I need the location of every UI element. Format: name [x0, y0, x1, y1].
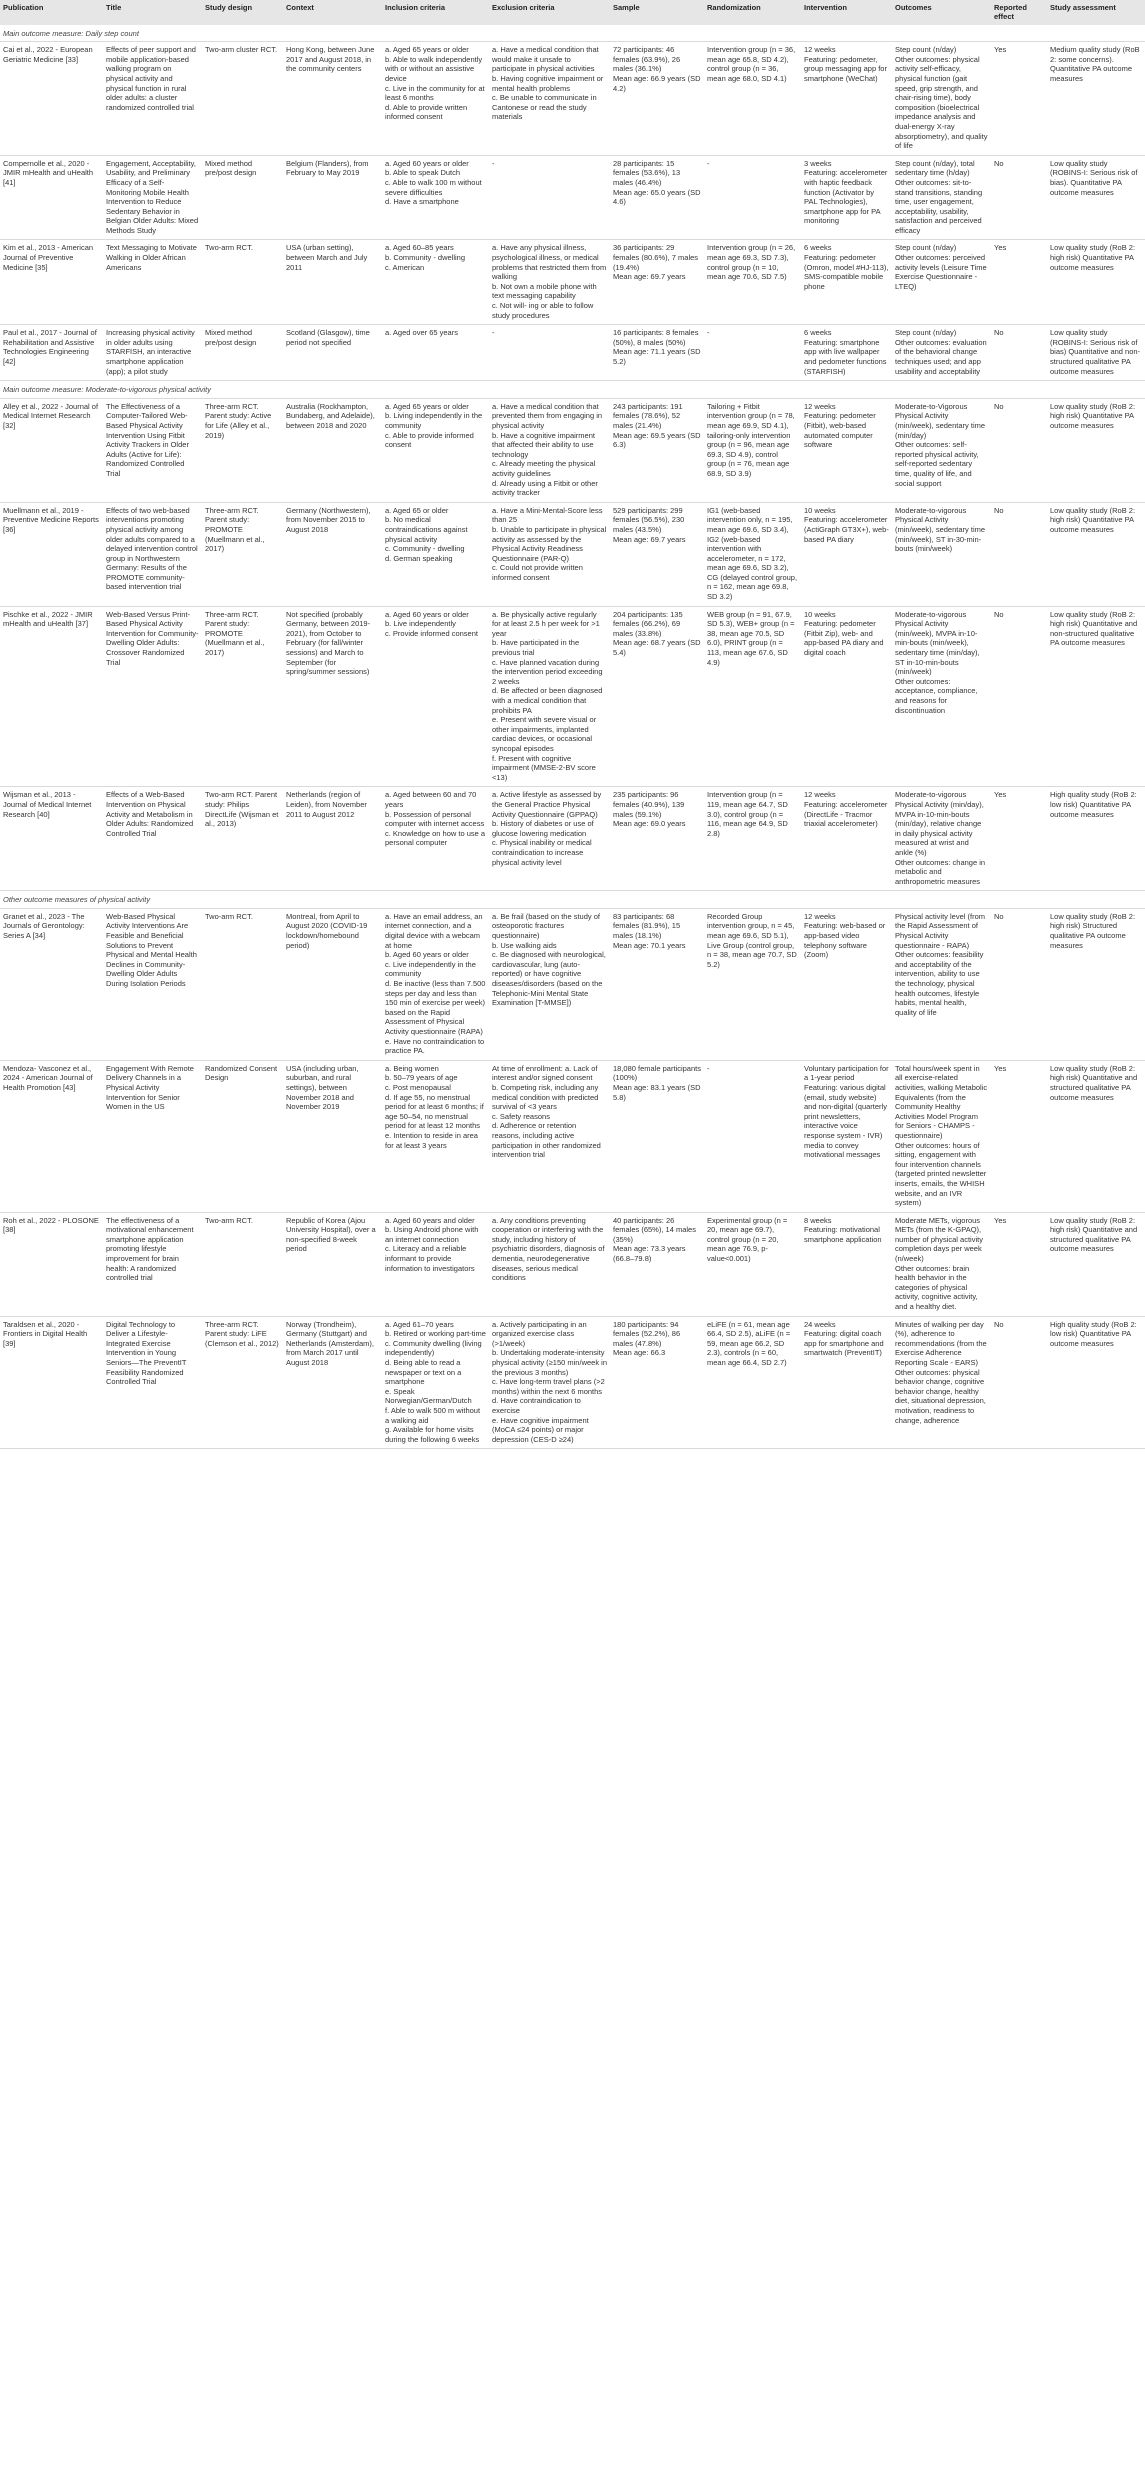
- cell-study-design: Mixed method pre/post design: [202, 155, 283, 240]
- col-header-title: Title: [103, 0, 202, 25]
- cell-study-design: Two-arm RCT.: [202, 240, 283, 325]
- cell-inclusion-criteria: a. Being women b. 50–79 years of age c. Post menopausal d. If age 55, no menstrual period for at least 6 months; if age 50–54, no menstrual period for at least 12 months e. Intention to reside in area for at least 3 years: [382, 1060, 489, 1212]
- cell-sample: 28 participants: 15 females (53.6%), 13 males (46.4%) Mean age: 65.0 years (SD 4.6): [610, 155, 704, 240]
- cell-exclusion-criteria: a. Have any physical illness, psychological illness, or medical problems that restricted them from walking b. Not own a mobile phone with text messaging capability c. Not will- ing or able to follow study procedures: [489, 240, 610, 325]
- cell-exclusion-criteria: -: [489, 325, 610, 381]
- cell-publication: Mendoza- Vasconez et al., 2024 - American Journal of Health Promotion [43]: [0, 1060, 103, 1212]
- section-heading-row: [0, 25, 1145, 42]
- cell-study-design: Mixed method pre/post design: [202, 325, 283, 381]
- cell-context: Australia (Rockhampton, Bundaberg, and Adelaide), between 2018 and 2020: [283, 398, 382, 502]
- cell-study-design: Three-arm RCT. Parent study: Active for Life (Alley et al., 2019): [202, 398, 283, 502]
- cell-publication: Paul et al., 2017 - Journal of Rehabilitation and Assistive Technologies Engineering [42]: [0, 325, 103, 381]
- cell-exclusion-criteria: a. Have a Mini-Mental-Score less than 25 b. Unable to participate in physical activity as assessed by the Physical Activity Readiness Questionnaire (PAR-Q) c. Could not provide written informed consent: [489, 502, 610, 606]
- table-row: [0, 1212, 1145, 1316]
- cell-randomization: Tailoring + Fitbit intervention group (n = 78, mean age 69.9, SD 4.1), tailoring-only intervention group (n = 96, mean age 69.3, SD 4.9), control group (n = 76, mean age 68.9, SD 3.9): [704, 398, 801, 502]
- cell-intervention: 6 weeks Featuring: pedometer (Omron, model #HJ-113), SMS-compatible mobile phone: [801, 240, 892, 325]
- cell-sample: 18,080 female participants (100%) Mean age: 83.1 years (SD 5.8): [610, 1060, 704, 1212]
- section-heading-row: [0, 381, 1145, 399]
- table-row: [0, 42, 1145, 156]
- cell-study-assessment: Low quality study (ROBINS-I: Serious risk of bias) Quantitative and non-structured qualitative PA outcome measures: [1047, 325, 1145, 381]
- cell-title: Effects of a Web-Based Intervention on Physical Activity and Metabolism in Older Adults: Randomized Controlled Trial: [103, 787, 202, 891]
- col-header-reported-effect: Reported effect: [991, 0, 1047, 25]
- cell-sample: 235 participants: 96 females (40.9%), 139 males (59.1%) Mean age: 69.0 years: [610, 787, 704, 891]
- section-heading: Main outcome measure: Daily step count: [0, 25, 1145, 42]
- cell-inclusion-criteria: a. Aged 60 years or older b. Able to speak Dutch c. Able to walk 100 m without severe difficulties d. Have a smartphone: [382, 155, 489, 240]
- cell-randomization: -: [704, 1060, 801, 1212]
- cell-context: Montreal, from April to August 2020 (COVID-19 lockdown/homebound period): [283, 908, 382, 1060]
- cell-context: USA (including urban, suburban, and rural settings), between November 2018 and November 2019: [283, 1060, 382, 1212]
- cell-intervention: 10 weeks Featuring: accelerometer (ActiGraph GT3X+), web-based PA diary: [801, 502, 892, 606]
- cell-study-design: Three-arm RCT. Parent study: PROMOTE (Muellmann et al., 2017): [202, 606, 283, 787]
- cell-publication: Roh et al., 2022 - PLOSONE [38]: [0, 1212, 103, 1316]
- cell-context: Hong Kong, between June 2017 and August 2018, in the community centers: [283, 42, 382, 156]
- table-body: [0, 25, 1145, 1449]
- cell-inclusion-criteria: a. Aged between 60 and 70 years b. Possession of personal computer with internet access c. Knowledge on how to use a personal computer: [382, 787, 489, 891]
- table-row: [0, 325, 1145, 381]
- cell-publication: Granet et al., 2023 - The Journals of Gerontology: Series A [34]: [0, 908, 103, 1060]
- cell-publication: Pischke et al., 2022 - JMIR mHealth and uHealth [37]: [0, 606, 103, 787]
- section-heading: Main outcome measure: Moderate-to-vigorous physical activity: [0, 381, 1145, 399]
- cell-outcomes: Minutes of walking per day (%), adherence to recommendations (from the Exercise Adherence Reporting Scale - EARS) Other outcomes: physical behavior change, cognitive behavior change, healthy diet, situational depression, motivation, readiness to change, adherence: [892, 1316, 991, 1449]
- cell-exclusion-criteria: a. Actively participating in an organized exercise class (>1/week) b. Undertaking moderate-intensity physical activity (≥150 min/week in the previous 3 months) c. Have long-term travel plans (>2 months) within the next 6 months d. Have contraindication to exercise e. Have cognitive impairment (MoCA ≤24 points) or major depression (CES-D ≥24): [489, 1316, 610, 1449]
- cell-study-design: Three-arm RCT. Parent study: PROMOTE (Muellmann et al., 2017): [202, 502, 283, 606]
- cell-exclusion-criteria: a. Be frail (based on the study of osteoporotic fractures questionnaire) b. Use walking aids c. Be diagnosed with neurological, cardiovascular, lung (auto-reported) or have cognitive diseases/disorders (based on the Telephonic-Mini Mental State Examination [T-MMSE]): [489, 908, 610, 1060]
- cell-title: The Effectiveness of a Computer-Tailored Web-Based Physical Activity Intervention Using Fitbit Activity Trackers in Older Adults (Active for Life): Randomized Controlled Trial: [103, 398, 202, 502]
- cell-inclusion-criteria: a. Aged 60 years and older b. Using Android phone with an internet connection c. Literacy and a reliable informant to provide information to investigators: [382, 1212, 489, 1316]
- cell-intervention: 3 weeks Featuring: accelerometer with haptic feedback function (Activator by PAL Technologies), smartphone app for PA monitoring: [801, 155, 892, 240]
- cell-reported-effect: No: [991, 908, 1047, 1060]
- cell-intervention: 12 weeks Featuring: pedometer (Fitbit), web-based automated computer software: [801, 398, 892, 502]
- cell-outcomes: Moderate-to-Vigorous Physical Activity (min/week), sedentary time (min/day) Other outcomes: self-reported physical activity, self-reported sedentary time, quality of life, and social support: [892, 398, 991, 502]
- cell-study-assessment: High quality study (RoB 2: low risk) Quantitative PA outcome measures: [1047, 1316, 1145, 1449]
- cell-title: Engagement, Acceptability, Usability, and Preliminary Efficacy of a Self-Monitoring Mobile Health Intervention to Reduce Sedentary Behavior in Belgian Older Adults: Mixed Methods Study: [103, 155, 202, 240]
- table-row: [0, 398, 1145, 502]
- cell-sample: 16 participants: 8 females (50%), 8 males (50%) Mean age: 71.1 years (SD 5.2): [610, 325, 704, 381]
- cell-context: Germany (Northwestern), from November 2015 to August 2018: [283, 502, 382, 606]
- cell-context: Norway (Trondheim), Germany (Stuttgart) and Netherlands (Amsterdam), from March 2017 until August 2018: [283, 1316, 382, 1449]
- table-header-row: [0, 0, 1145, 25]
- cell-title: The effectiveness of a motivational enhancement smartphone application promoting lifestyle improvement for brain health: A randomized controlled trial: [103, 1212, 202, 1316]
- cell-publication: Wijsman et al., 2013 - Journal of Medical Internet Research [40]: [0, 787, 103, 891]
- cell-study-design: Randomized Consent Design: [202, 1060, 283, 1212]
- cell-exclusion-criteria: At time of enrollment: a. Lack of interest and/or signed consent b. Competing risk, including any medical condition with predicted survival of <3 years c. Safety reasons d. Adherence or retention reasons, including active participation in other randomized intervention trial: [489, 1060, 610, 1212]
- cell-publication: Cai et al., 2022 - European Geriatric Medicine [33]: [0, 42, 103, 156]
- cell-outcomes: Step count (n/day) Other outcomes: perceived activity levels (Leisure Time Exercise Questionnaire - LTEQ): [892, 240, 991, 325]
- cell-exclusion-criteria: a. Any conditions preventing cooperation or interfering with the study, including history of psychiatric disorders, diagnosis of dementia, neurodegenerative diseases, serious medical conditions: [489, 1212, 610, 1316]
- col-header-randomization: Randomization: [704, 0, 801, 25]
- cell-outcomes: Step count (n/day), total sedentary time (h/day) Other outcomes: sit-to-stand transitions, standing time, user engagement, acceptability, usability, satisfaction and perceived efficacy: [892, 155, 991, 240]
- cell-title: Web-Based Physical Activity Interventions Are Feasible and Beneficial Solutions to Prevent Physical and Mental Health Declines in Community-Dwelling Older Adults During Isolation Periods: [103, 908, 202, 1060]
- cell-publication: Alley et al., 2022 - Journal of Medical Internet Research [32]: [0, 398, 103, 502]
- cell-outcomes: Moderate-to-vigorous Physical Activity (min/day), MVPA in-10-min-bouts (min/day), relative change in daily physical activity measured at wrist and ankle (%) Other outcomes: change in metabolic and anthropometric measures: [892, 787, 991, 891]
- cell-title: Digital Technology to Deliver a Lifestyle-Integrated Exercise Intervention in Young Seniors—The PreventIT Feasibility Randomized Controlled Trial: [103, 1316, 202, 1449]
- cell-study-assessment: Low quality study (RoB 2: high risk) Structured qualitative PA outcome measures: [1047, 908, 1145, 1060]
- cell-study-design: Two-arm RCT. Parent study: Philips DirectLife (Wijsman et al., 2013): [202, 787, 283, 891]
- table-row: [0, 240, 1145, 325]
- cell-randomization: WEB group (n = 91, 67.9, SD 5.3), WEB+ group (n = 38, mean age 70.5, SD 6.0), PRINT group (n = 113, mean age 67.6, SD 4.9): [704, 606, 801, 787]
- section-heading-row: [0, 891, 1145, 909]
- cell-title: Engagement With Remote Delivery Channels in a Physical Activity Intervention for Senior Women in the US: [103, 1060, 202, 1212]
- cell-publication: Taraldsen et al., 2020 - Frontiers in Digital Health [39]: [0, 1316, 103, 1449]
- cell-study-design: Two-arm cluster RCT.: [202, 42, 283, 156]
- cell-reported-effect: No: [991, 1316, 1047, 1449]
- cell-randomization: eLiFE (n = 61, mean age 66.4, SD 2.5), aLiFE (n = 59, mean age 66.2, SD 2.3), controls (n = 60, mean age 66.4, SD 2.7): [704, 1316, 801, 1449]
- cell-reported-effect: No: [991, 155, 1047, 240]
- cell-sample: 40 participants: 26 females (65%), 14 males (35%) Mean age: 73.3 years (66.8–79.8): [610, 1212, 704, 1316]
- cell-reported-effect: Yes: [991, 1060, 1047, 1212]
- cell-context: USA (urban setting), between March and July 2011: [283, 240, 382, 325]
- cell-intervention: 6 weeks Featuring: smartphone app with live wallpaper and pedometer functions (STARFISH): [801, 325, 892, 381]
- col-header-publication: Publication: [0, 0, 103, 25]
- cell-exclusion-criteria: a. Be physically active regularly for at least 2.5 h per week for >1 year b. Have participated in the previous trial c. Have planned vacation during the intervention period exceeding 2 weeks d. Be affected or been diagnosed with a medical condition that prohibits PA e. Present with severe visual or other impairments, implanted cardiac devices, or occasional syncopal episodes f. Present with cognitive impairment (MMSE-2-BV score <13): [489, 606, 610, 787]
- cell-title: Web-Based Versus Print-Based Physical Activity Intervention for Community-Dwelling Older Adults: Crossover Randomized Trial: [103, 606, 202, 787]
- cell-outcomes: Moderate-to-vigorous Physical Activity (min/week), MVPA in-10-min-bouts (min/week), sedentary time (min/day), ST in-10-min-bouts (min/week) Other outcomes: acceptance, compliance, and reasons for discontinuation: [892, 606, 991, 787]
- cell-exclusion-criteria: a. Have a medical condition that prevented them from engaging in physical activity b. Have a cognitive impairment that affected their ability to use technology c. Already meeting the physical activity guidelines d. Already using a Fitbit or other activity tracker: [489, 398, 610, 502]
- cell-publication: Muellmann et al., 2019 - Preventive Medicine Reports [36]: [0, 502, 103, 606]
- cell-study-assessment: Medium quality study (RoB 2: some concerns). Quantitative PA outcome measures: [1047, 42, 1145, 156]
- cell-inclusion-criteria: a. Aged 65 years or older b. Living independently in the community c. Able to provide informed consent: [382, 398, 489, 502]
- table-row: [0, 606, 1145, 787]
- col-header-sample: Sample: [610, 0, 704, 25]
- table-row: [0, 502, 1145, 606]
- cell-context: Netherlands (region of Leiden), from November 2011 to August 2012: [283, 787, 382, 891]
- cell-study-assessment: Low quality study (RoB 2: high risk) Quantitative PA outcome measures: [1047, 240, 1145, 325]
- table-row: [0, 155, 1145, 240]
- cell-inclusion-criteria: a. Aged 61–70 years b. Retired or working part-time c. Community dwelling (living independently) d. Being able to read a newspaper or text on a smartphone e. Speak Norwegian/German/Dutch f. Able to walk 500 m without a walking aid g. Available for home visits during the following 6 weeks: [382, 1316, 489, 1449]
- cell-outcomes: Moderate-to-vigorous Physical Activity (min/week), sedentary time (min/week), ST in-30-min-bouts (min/week): [892, 502, 991, 606]
- cell-randomization: Experimental group (n = 20, mean age 69.7), control group (n = 20, mean age 76.9, p-value<0.001): [704, 1212, 801, 1316]
- cell-reported-effect: Yes: [991, 1212, 1047, 1316]
- cell-study-design: Two-arm RCT.: [202, 1212, 283, 1316]
- cell-intervention: 12 weeks Featuring: web-based or app-based video telephony software (Zoom): [801, 908, 892, 1060]
- cell-context: Belgium (Flanders), from February to May 2019: [283, 155, 382, 240]
- cell-reported-effect: No: [991, 502, 1047, 606]
- cell-context: Republic of Korea (Ajou University Hospital), over a non-specified 8-week period: [283, 1212, 382, 1316]
- cell-outcomes: Step count (n/day) Other outcomes: evaluation of the behavioral change techniques used; and app usability and acceptability: [892, 325, 991, 381]
- cell-inclusion-criteria: a. Aged 65 or older b. No medical contraindications against physical activity c. Community - dwelling d. German speaking: [382, 502, 489, 606]
- cell-context: Scotland (Glasgow), time period not specified: [283, 325, 382, 381]
- cell-randomization: Intervention group (n = 36, mean age 65.8, SD 4.2), control group (n = 36, mean age 68.0, SD 4.1): [704, 42, 801, 156]
- cell-sample: 180 participants: 94 females (52.2%), 86 males (47.8%) Mean age: 66.3: [610, 1316, 704, 1449]
- col-header-outcomes: Outcomes: [892, 0, 991, 25]
- cell-reported-effect: No: [991, 606, 1047, 787]
- cell-title: Effects of peer support and mobile application-based walking program on physical activity and physical function in rural older adults: a cluster randomized controlled trial: [103, 42, 202, 156]
- cell-outcomes: Total hours/week spent in all exercise-related activities, walking Metabolic Equivalents (from the Community Healthy Activities Model Program for Seniors - CHAMPS - questionnaire) Other outcomes: hours of sitting, engagement with four intervention channels (targeted printed newsletter inserts, emails, the WHISH website, and an IVR system): [892, 1060, 991, 1212]
- cell-reported-effect: Yes: [991, 42, 1047, 156]
- cell-intervention: 24 weeks Featuring: digital coach app for smartphone and smartwatch (PreventIT): [801, 1316, 892, 1449]
- cell-inclusion-criteria: a. Aged 65 years or older b. Able to walk independently with or without an assistive device c. Live in the community for at least 6 months d. Able to provide written informed consent: [382, 42, 489, 156]
- cell-randomization: Recorded Group intervention group, n = 45, mean age 69.6, SD 5.1), Live Group (control group, n = 38, mean age 70.7, SD 5.2): [704, 908, 801, 1060]
- cell-study-design: Three-arm RCT. Parent study: LiFE (Clemson et al., 2012): [202, 1316, 283, 1449]
- cell-inclusion-criteria: a. Have an email address, an internet connection, and a digital device with a webcam at home b. Aged 60 years or older c. Live independently in the community d. Be inactive (less than 7.500 steps per day and less than 150 min of exercise per week) based on the Rapid Assessment of Physical Activity questionnaire (RAPA) e. Have no contraindication to practice PA.: [382, 908, 489, 1060]
- cell-sample: 204 participants: 135 females (66.2%), 69 males (33.8%) Mean age: 68.7 years (SD 5.4): [610, 606, 704, 787]
- cell-context: Not specified (probably Germany, between 2019-2021), from October to February (for fall/winter sessions) and March to September (for spring/summer sessions): [283, 606, 382, 787]
- cell-inclusion-criteria: a. Aged 60–85 years b. Community - dwelling c. American: [382, 240, 489, 325]
- section-heading: Other outcome measures of physical activity: [0, 891, 1145, 909]
- cell-sample: 243 participants: 191 females (78.6%), 52 males (21.4%) Mean age: 69.5 years (SD 6.3): [610, 398, 704, 502]
- col-header-exclusion-criteria: Exclusion criteria: [489, 0, 610, 25]
- col-header-intervention: Intervention: [801, 0, 892, 25]
- cell-publication: Kim et al., 2013 - American Journal of Preventive Medicine [35]: [0, 240, 103, 325]
- cell-study-assessment: High quality study (RoB 2: low risk) Quantitative PA outcome measures: [1047, 787, 1145, 891]
- cell-study-assessment: Low quality study (RoB 2: high risk) Quantitative and non-structured qualitative PA outcome measures: [1047, 606, 1145, 787]
- cell-sample: 72 participants: 46 females (63.9%), 26 males (36.1%) Mean age: 66.9 years (SD 4.2): [610, 42, 704, 156]
- cell-sample: 36 participants: 29 females (80.6%), 7 males (19.4%) Mean age: 69.7 years: [610, 240, 704, 325]
- cell-randomization: -: [704, 155, 801, 240]
- table-row: [0, 908, 1145, 1060]
- cell-inclusion-criteria: a. Aged over 65 years: [382, 325, 489, 381]
- cell-study-assessment: Low quality study (ROBINS-I: Serious risk of bias). Quantitative PA outcome measures: [1047, 155, 1145, 240]
- cell-study-assessment: Low quality study (RoB 2: high risk) Quantitative and structured qualitative PA outcome measures: [1047, 1060, 1145, 1212]
- cell-title: Text Messaging to Motivate Walking in Older African Americans: [103, 240, 202, 325]
- cell-sample: 83 participants: 68 females (81.9%), 15 males (18.1%) Mean age: 70.1 years: [610, 908, 704, 1060]
- cell-reported-effect: No: [991, 398, 1047, 502]
- cell-title: Effects of two web-based interventions promoting physical activity among older adults compared to a delayed intervention control group in Northwestern Germany: Results of the PROMOTE community-based intervention trial: [103, 502, 202, 606]
- cell-outcomes: Moderate METs, vigorous METs (from the K-GPAQ), number of physical activity completion days per week (n/week) Other outcomes: brain health behavior in the categories of physical activity, cognitive activity, and a healthy diet.: [892, 1212, 991, 1316]
- cell-outcomes: Step count (n/day) Other outcomes: physical activity self-efficacy, physical function (gait speed, grip strength, and chair-rising time), body composition (bioelectrical impedance analysis and dual-energy X-ray absorptiometry), and quality of life: [892, 42, 991, 156]
- cell-reported-effect: No: [991, 325, 1047, 381]
- cell-title: Increasing physical activity in older adults using STARFISH, an interactive smartphone application (app); a pilot study: [103, 325, 202, 381]
- cell-intervention: 12 weeks Featuring: accelerometer (DirectLife - Tracmor triaxial accelerometer): [801, 787, 892, 891]
- cell-outcomes: Physical activity level (from the Rapid Assessment of Physical Activity questionnaire - RAPA) Other outcomes: feasibility and acceptability of the intervention, ability to use the technology, physical health outcomes, lifestyle habits, mental health, quality of life: [892, 908, 991, 1060]
- col-header-inclusion-criteria: Inclusion criteria: [382, 0, 489, 25]
- cell-study-assessment: Low quality study (RoB 2: high risk) Quantitative and structured qualitative PA outcome measures: [1047, 1212, 1145, 1316]
- cell-randomization: IG1 (web-based intervention only, n = 195, mean age 69.6, SD 3.4), IG2 (web-based intervention with accelerometer, n = 172, mean age 69.6, SD 3.2), CG (delayed control group, n = 162, mean age 69.8, SD 3.2): [704, 502, 801, 606]
- cell-randomization: -: [704, 325, 801, 381]
- col-header-study-design: Study design: [202, 0, 283, 25]
- cell-exclusion-criteria: -: [489, 155, 610, 240]
- cell-intervention: Voluntary participation for a 1-year period Featuring: various digital (email, study website) and non-digital (quarterly print newsletters, interactive voice response system - IVR) media to convey motivational messages: [801, 1060, 892, 1212]
- cell-exclusion-criteria: a. Active lifestyle as assessed by the General Practice Physical Activity Questionnaire (GPPAQ) b. History of diabetes or use of glucose lowering medication c. Physical inability or medical contraindication to increase physical activity level: [489, 787, 610, 891]
- cell-inclusion-criteria: a. Aged 60 years or older b. Live independently c. Provide informed consent: [382, 606, 489, 787]
- cell-randomization: Intervention group (n = 26, mean age 69.3, SD 7.3), control group (n = 10, mean age 70.6, SD 7.5): [704, 240, 801, 325]
- cell-intervention: 12 weeks Featuring: pedometer, group messaging app for smartphone (WeChat): [801, 42, 892, 156]
- cell-reported-effect: Yes: [991, 787, 1047, 891]
- col-header-context: Context: [283, 0, 382, 25]
- cell-intervention: 10 weeks Featuring: pedometer (Fitbit Zip), web- and app-based PA diary and digital coach: [801, 606, 892, 787]
- cell-publication: Compernolle et al., 2020 - JMIR mHealth and uHealth [41]: [0, 155, 103, 240]
- table-row: [0, 1060, 1145, 1212]
- cell-study-design: Two-arm RCT.: [202, 908, 283, 1060]
- table-row: [0, 787, 1145, 891]
- cell-sample: 529 participants: 299 females (56.5%), 230 males (43.5%) Mean age: 69.7 years: [610, 502, 704, 606]
- col-header-study-assessment: Study assessment: [1047, 0, 1145, 25]
- cell-study-assessment: Low quality study (RoB 2: high risk) Quantitative PA outcome measures: [1047, 398, 1145, 502]
- cell-exclusion-criteria: a. Have a medical condition that would make it unsafe to participate in physical activities b. Having cognitive impairment or mental health problems c. Be unable to communicate in Cantonese or read the study materials: [489, 42, 610, 156]
- cell-study-assessment: Low quality study (RoB 2: high risk) Quantitative PA outcome measures: [1047, 502, 1145, 606]
- cell-reported-effect: Yes: [991, 240, 1047, 325]
- cell-intervention: 8 weeks Featuring: motivational smartphone application: [801, 1212, 892, 1316]
- table-row: [0, 1316, 1145, 1449]
- cell-randomization: Intervention group (n = 119, mean age 64.7, SD 3.0), control group (n = 116, mean age 64.9, SD 2.8): [704, 787, 801, 891]
